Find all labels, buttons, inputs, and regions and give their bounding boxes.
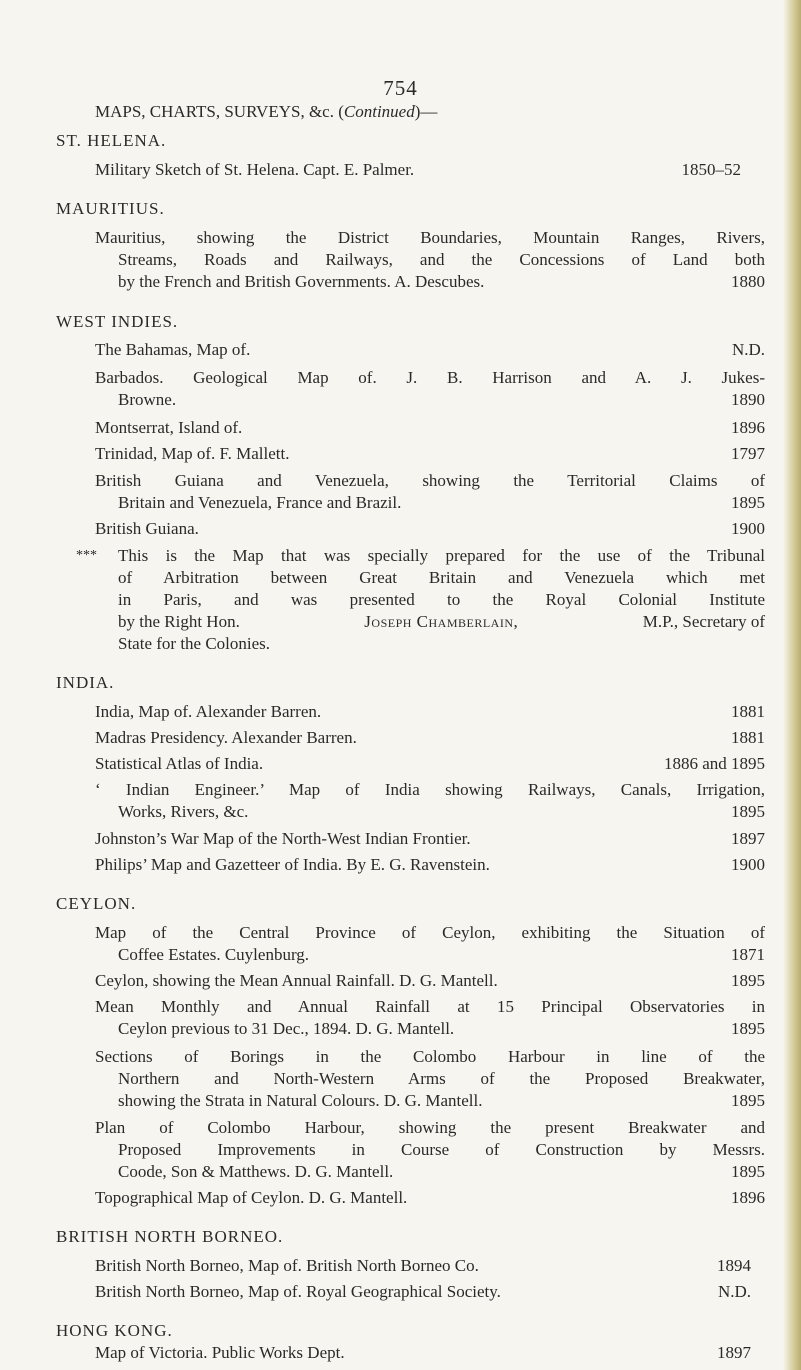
entry-date: 1797 bbox=[731, 444, 765, 463]
entry-text: Johnston’s War Map of the North-West Indian Frontier. bbox=[95, 829, 471, 848]
entry-date: 1895 bbox=[731, 1091, 765, 1110]
entry-text: Philips’ Map and Gazetteer of India. By E. G. Ravenstein. bbox=[95, 855, 490, 874]
entry-text: Browne. bbox=[118, 390, 177, 409]
entry-text: Military Sketch of St. Helena. Capt. E. Palmer. bbox=[95, 160, 415, 179]
entry-date: 1895 bbox=[731, 971, 765, 990]
page-edge-shadow bbox=[783, 0, 801, 1370]
entry-date: 1880 bbox=[731, 272, 765, 291]
entry-text: Barbados. Geological Map of. J. B. Harrison and A. J. Jukes- bbox=[95, 368, 765, 387]
entry-date: 1896 bbox=[731, 418, 765, 437]
entry-text: British North Borneo, Map of. British North Borneo Co. bbox=[95, 1256, 479, 1275]
entry-date: 1850–52 bbox=[681, 160, 741, 179]
note-line-4 bbox=[118, 611, 765, 633]
section-title-british-north-borneo: BRITISH NORTH BORNEO. bbox=[56, 1227, 284, 1246]
entry-text: Trinidad, Map of. F. Mallett. bbox=[95, 444, 290, 463]
entry-text: Coode, Son & Matthews. D. G. Mantell. bbox=[118, 1162, 394, 1181]
entry-text: British Guiana. bbox=[95, 519, 199, 538]
entry-text: Montserrat, Island of. bbox=[95, 418, 243, 437]
entry-text: Streams, Roads and Railways, and the Concessions of Land both bbox=[118, 250, 765, 269]
entry-text: Topographical Map of Ceylon. D. G. Mantell. bbox=[95, 1188, 408, 1207]
note-text: M.P., Secretary of bbox=[642, 612, 765, 631]
entry-date: N.D. bbox=[717, 1282, 751, 1301]
entry-text: The Bahamas, Map of. bbox=[95, 340, 251, 359]
heading-italic: Continued bbox=[343, 102, 415, 121]
note-text: State for the Colonies. bbox=[118, 634, 271, 653]
entry-date: 1890 bbox=[731, 390, 765, 409]
entry-text: India, Map of. Alexander Barren. bbox=[95, 702, 322, 721]
entry-text: Ceylon, showing the Mean Annual Rainfall. D. G. Mantell. bbox=[95, 971, 498, 990]
entry-text: Mauritius, showing the District Boundaries, Mountain Ranges, Rivers, bbox=[95, 228, 765, 247]
entry-text: showing the Strata in Natural Colours. D. G. Mantell. bbox=[118, 1091, 483, 1110]
entry-text: Mean Monthly and Annual Rainfall at 15 Principal Observatories in bbox=[95, 997, 765, 1016]
entry-date: N.D. bbox=[731, 340, 765, 359]
entry-date: 1894 bbox=[717, 1256, 751, 1275]
note-text: in Paris, and was presented to the Royal Colonial Institute bbox=[118, 590, 765, 609]
entry-text: Plan of Colombo Harbour, showing the present Breakwater and bbox=[95, 1118, 765, 1137]
entry-text: Map of Victoria. Public Works Dept. bbox=[95, 1343, 345, 1362]
entry-text: Works, Rivers, &c. bbox=[118, 802, 249, 821]
entry-date: 1900 bbox=[731, 855, 765, 874]
section-title-st-helena: ST. HELENA. bbox=[56, 131, 167, 150]
section-title-india: INDIA. bbox=[56, 673, 115, 692]
entry-date: 1895 bbox=[731, 1162, 765, 1181]
section-title-west-indies: WEST INDIES. bbox=[56, 312, 179, 331]
entry-text: Northern and North-Western Arms of the Proposed Breakwater, bbox=[118, 1069, 765, 1088]
entry-date: 1895 bbox=[731, 1019, 765, 1038]
entry-text: Coffee Estates. Cuylenburg. bbox=[118, 945, 310, 964]
entry-text: Ceylon previous to 31 Dec., 1894. D. G. Mantell. bbox=[118, 1019, 455, 1038]
entry-text: Proposed Improvements in Course of Construction by Messrs. bbox=[118, 1140, 765, 1159]
note-text: This is the Map that was specially prepared for the use of the Tribunal bbox=[118, 546, 765, 565]
section-title-hong-kong: HONG KONG. bbox=[56, 1321, 173, 1340]
entry-text: Britain and Venezuela, France and Brazil. bbox=[118, 493, 402, 512]
entry-text: Sections of Borings in the Colombo Harbour in line of the bbox=[95, 1047, 765, 1066]
entry-date: 1895 bbox=[731, 802, 765, 821]
entry-date: 1895 bbox=[731, 493, 765, 512]
entry-date: 1881 bbox=[731, 728, 765, 747]
entry-text: by the French and British Governments. A. Descubes. bbox=[118, 272, 485, 291]
entry-date: 1897 bbox=[717, 1343, 751, 1362]
entry-text: Map of the Central Province of Ceylon, exhibiting the Situation of bbox=[95, 923, 765, 942]
asterism-mark: *⁢*⁢* bbox=[76, 548, 97, 563]
heading-prefix: MAPS, CHARTS, SURVEYS, &c. ( bbox=[95, 102, 344, 121]
entry-date: 1900 bbox=[731, 519, 765, 538]
page-number: 754 bbox=[383, 76, 418, 100]
entry-date: 1881 bbox=[731, 702, 765, 721]
note-text: of Arbitration between Great Britain and Venezuela which met bbox=[118, 568, 765, 587]
entry-date: 1871 bbox=[731, 945, 765, 964]
heading-suffix: )— bbox=[414, 102, 438, 121]
entry-text: ‘ Indian Engineer.’ Map of India showing Railways, Canals, Irrigation, bbox=[95, 780, 765, 799]
entry-text: Statistical Atlas of India. bbox=[95, 754, 264, 773]
entry-date: 1896 bbox=[731, 1188, 765, 1207]
note-text: by the Right Hon. bbox=[118, 612, 240, 631]
entry-date: 1886 and 1895 bbox=[663, 754, 765, 773]
entry-date: 1897 bbox=[731, 829, 765, 848]
section-title-ceylon: CEYLON. bbox=[56, 894, 137, 913]
note-person-name: Joseph Chamberlain, bbox=[364, 612, 519, 631]
page-heading bbox=[95, 101, 437, 123]
entry-text: British Guiana and Venezuela, showing the Territorial Claims of bbox=[95, 471, 765, 490]
section-title-mauritius: MAURITIUS. bbox=[56, 199, 165, 218]
entry-text: British North Borneo, Map of. Royal Geographical Society. bbox=[95, 1282, 501, 1301]
entry-text: Madras Presidency. Alexander Barren. bbox=[95, 728, 357, 747]
